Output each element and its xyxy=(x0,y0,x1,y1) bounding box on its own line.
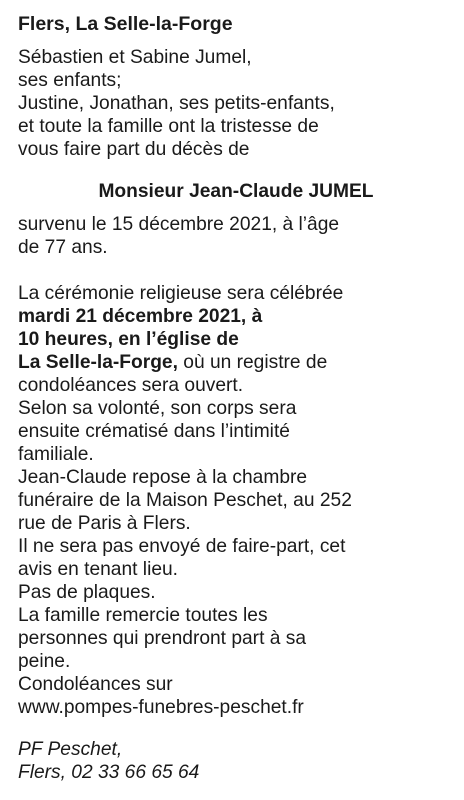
intro-line: ses enfants; xyxy=(18,70,122,91)
condolences-paragraph: Condoléances sur www.pompes-funebres-peschet.fr xyxy=(18,674,304,718)
ceremony-time-place: 10 heures, en l’église de xyxy=(18,329,239,350)
notice-location-heading: Flers, La Selle-la-Forge xyxy=(18,13,233,35)
intro-line: et toute la famille ont la tristesse de xyxy=(18,116,319,137)
thanks-paragraph: La famille remercie toutes les personnes qui prendront part à sa peine. xyxy=(18,605,306,672)
no-plaques-paragraph: Pas de plaques. xyxy=(18,582,156,603)
repose-paragraph: Jean-Claude repose à la chambre funéraire de la Maison Peschet, au 252 rue de Paris à Flers. xyxy=(18,467,352,534)
cremation-paragraph: Selon sa volonté, son corps sera ensuite crématisé dans l’intimité familiale. xyxy=(18,398,297,465)
ceremony-place: La Selle-la-Forge, xyxy=(18,352,178,373)
death-notice xyxy=(18,12,454,784)
funeral-home-signature: PF Peschet, Flers, 02 33 66 65 64 xyxy=(18,739,200,783)
ceremony-date: mardi 21 décembre 2021, à xyxy=(18,306,263,327)
intro-line: Sébastien et Sabine Jumel, xyxy=(18,47,252,68)
notice-body xyxy=(18,282,454,719)
ceremony-paragraph xyxy=(18,282,454,397)
intro-line: Justine, Jonathan, ses petits-enfants, xyxy=(18,93,335,114)
ceremony-suffix: où un registre de condoléances sera ouvert. xyxy=(18,352,328,396)
ceremony-prefix: La cérémonie religieuse sera célébrée xyxy=(18,283,344,304)
deceased-name: Monsieur Jean-Claude JUMEL xyxy=(98,181,374,202)
death-date-age: survenu le 15 décembre 2021, à l’âge de 77 ans. xyxy=(18,214,340,258)
family-intro xyxy=(18,46,454,161)
intro-line: vous faire part du décès de xyxy=(18,139,250,160)
no-cards-paragraph: Il ne sera pas envoyé de faire-part, cet avis en tenant lieu. xyxy=(18,536,346,580)
